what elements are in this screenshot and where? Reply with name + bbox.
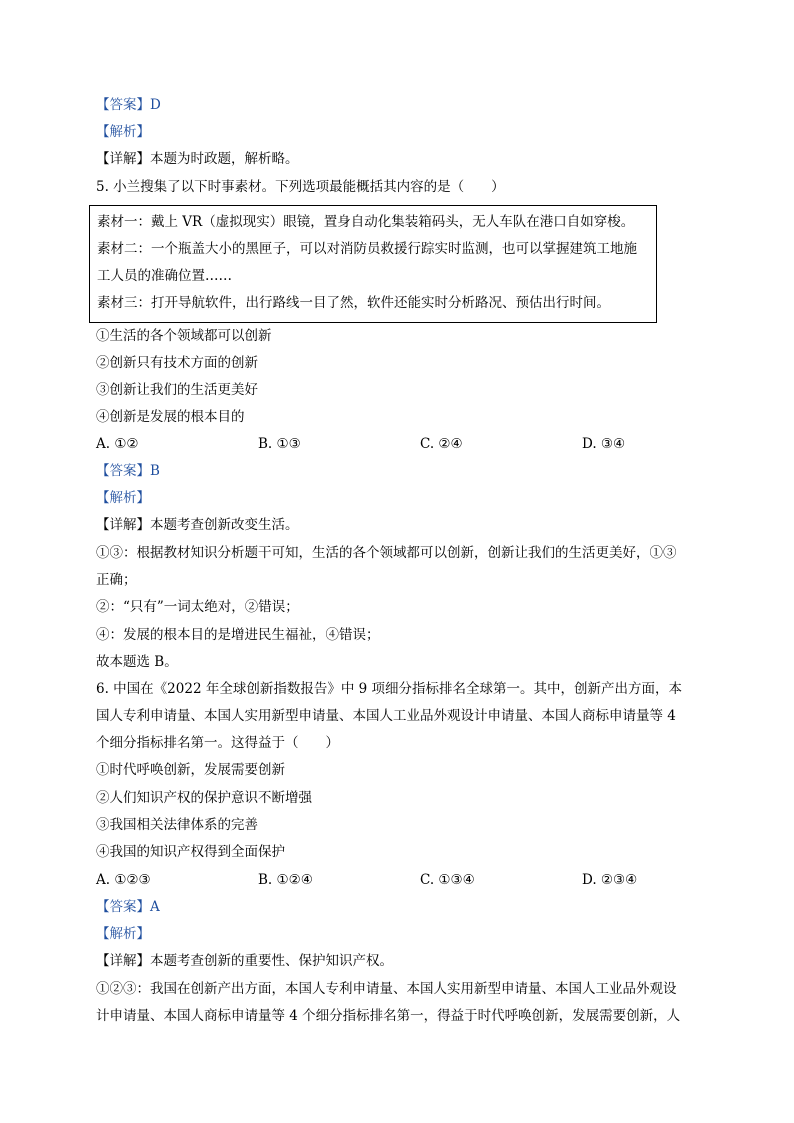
q5-detail-1: 【详解】本题考查创新改变生活。 [96,517,299,533]
q5-analysis-label: 【解析】 [96,490,150,506]
q4-detail: 【详解】本题为时政题，解析略。 [96,151,299,167]
q5-material-box [89,205,657,323]
q6-statement-3: ③我国相关法律体系的完善 [96,817,258,833]
q6-statement-2: ②人们知识产权的保护意识不断增强 [96,790,312,806]
q5-statement-2: ②创新只有技术方面的创新 [96,355,258,371]
q5-option-a: A. ①② [96,436,139,452]
q5-detail-6: 故本题选 B。 [96,654,178,670]
q6-detail-1: 【详解】本题考查创新的重要性、保护知识产权。 [96,953,393,969]
q5-stem: 5. 小兰搜集了以下时事素材。下列选项最能概括其内容的是（ ） [96,179,505,195]
q5-option-b: B. ①③ [258,436,301,452]
q6-analysis-label: 【解析】 [96,926,150,942]
q5-statement-1: ①生活的各个领域都可以创新 [96,328,272,344]
q5-material-2-cont: 工人员的准确位置…… [97,268,232,284]
q6-stem-1: 6. 中国在《2022 年全球创新指数报告》中 9 项细分指标排名全球第一。其中，创新产出方面，本 [96,681,682,697]
q6-option-c: C. ①③④ [420,872,475,888]
q4-answer: 【答案】D [96,97,161,113]
q5-option-c: C. ②④ [420,436,463,452]
q6-detail-2: ①②③：我国在创新产出方面，本国人专利申请量、本国人实用新型申请量、本国人工业品外观设 [96,981,677,997]
q5-detail-3: 正确； [96,572,137,588]
q5-material-3: 素材三：打开导航软件，出行路线一目了然，软件还能实时分析路况、预估出行时间。 [97,295,610,311]
q5-detail-5: ④：发展的根本目的是增进民生福祉，④错误； [96,627,380,643]
q6-stem-3: 个细分指标排名第一。这得益于（ ） [96,735,339,751]
q5-material-1: 素材一：戴上 VR（虚拟现实）眼镜，置身自动化集装箱码头，无人车队在港口自如穿梭。 [97,214,635,230]
q5-statement-4: ④创新是发展的根本目的 [96,409,245,425]
q6-stem-2: 国人专利申请量、本国人实用新型申请量、本国人工业品外观设计申请量、本国人商标申请量等 4 [96,708,676,724]
q5-detail-2: ①③：根据教材知识分析题干可知，生活的各个领域都可以创新，创新让我们的生活更美好，①③ [96,545,677,561]
q6-option-b: B. ①②④ [258,872,313,888]
q5-answer: 【答案】B [96,463,160,479]
q6-option-a: A. ①②③ [96,872,151,888]
q6-option-d: D. ②③④ [582,872,638,888]
q6-statement-1: ①时代呼唤创新，发展需要创新 [96,762,285,778]
q4-analysis-label: 【解析】 [96,124,150,140]
q6-statement-4: ④我国的知识产权得到全面保护 [96,844,285,860]
q5-detail-4: ②：“只有”一词太绝对，②错误； [96,599,299,615]
q6-answer: 【答案】A [96,899,160,915]
q6-detail-3: 计申请量、本国人商标申请量等 4 个细分指标排名第一，得益于时代呼唤创新，发展需要创新，人 [96,1008,681,1024]
q5-option-d: D. ③④ [582,436,626,452]
q5-material-2: 素材二：一个瓶盖大小的黑匣子，可以对消防员救援行踪实时监测，也可以掌握建筑工地施 [97,241,637,257]
q5-statement-3: ③创新让我们的生活更美好 [96,382,258,398]
